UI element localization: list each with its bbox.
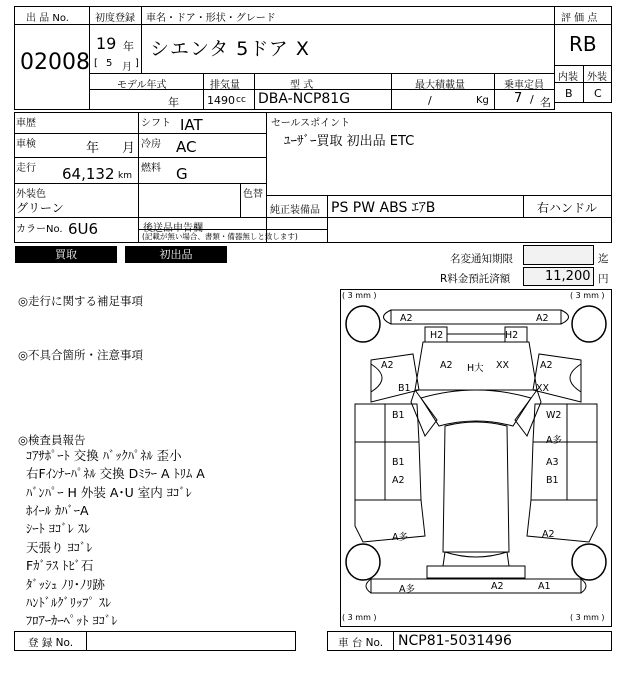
reg-year: 19 <box>96 34 117 53</box>
mileage-unit: km <box>118 171 132 181</box>
color-no-label: カラーNo. <box>16 224 63 235</box>
front-door-right <box>533 404 597 442</box>
name-label: 車名・ドア・形状・グレード <box>146 13 276 24</box>
interior-label: 内装 <box>558 72 578 83</box>
mileage-label: 走行 <box>16 163 36 174</box>
tire-depth-rr: ( 3 mm ) <box>570 613 605 622</box>
model-label: 型 式 <box>290 80 314 91</box>
damage-front-bumper-right: A2 <box>536 313 549 324</box>
damage-front-door-right-1: W2 <box>546 410 562 421</box>
roof <box>443 422 509 552</box>
steering-value: 右ハンドル <box>537 201 598 215</box>
ac-label: 冷房 <box>141 139 161 150</box>
capacity-unit: 名 <box>540 96 551 109</box>
tire-front-left <box>346 306 380 342</box>
front-fender-left <box>371 354 419 402</box>
tag-first-listing: 初出品 <box>125 246 227 263</box>
tire-depth-rl: ( 3 mm ) <box>342 613 377 622</box>
sales-point-value: ﾕｰｻﾞｰ買取 初出品 ETC <box>284 134 415 149</box>
rear-door-right <box>531 442 597 500</box>
inspector-line: Fｶﾞﾗｽ ﾄﾋﾞ石 <box>26 558 94 573</box>
tag-kaitori: 買取 <box>15 246 117 263</box>
rear-door-left <box>355 442 421 500</box>
damage-hood-left: A2 <box>440 360 453 371</box>
capacity-label: 乗車定員 <box>504 80 544 91</box>
rear-window <box>443 552 509 566</box>
deadline-unit: 迄 <box>598 253 609 265</box>
defects-title: ◎不具合箇所・注意事項 <box>18 348 144 362</box>
damage-rear-bumper-left: A多 <box>399 584 415 595</box>
inspector-line: ﾌﾛｱｰｶｰﾍﾟｯﾄ ﾖｺﾞﾚ <box>26 613 118 628</box>
color-no-value: 6U6 <box>68 220 99 238</box>
damage-rear-door-left-2: A2 <box>392 475 405 486</box>
declaration-note: (記載が無い場合、書類・備器無しと致します) <box>142 232 298 241</box>
damage-hood-center: H大 <box>467 363 484 374</box>
car-name: シエンタ 5ドア X <box>150 38 310 60</box>
quarter-right <box>527 500 597 542</box>
windshield <box>421 390 531 426</box>
damage-quarter-right: A2 <box>542 529 555 540</box>
damage-rear-door-left-1: B1 <box>392 457 405 468</box>
deadline-field <box>523 245 594 265</box>
sales-point-label: セールスポイント <box>271 118 351 129</box>
tire-depth-fl: ( 3 mm ) <box>342 291 377 300</box>
model-year-label: モデル年式 <box>117 80 167 91</box>
damage-rear-bumper-center: A2 <box>491 581 504 592</box>
chassis-value: NCP81-5031496 <box>398 633 512 649</box>
recycle-value: 11,200 <box>545 269 591 284</box>
damage-a-pillar-left: B1 <box>398 383 411 394</box>
damage-front-door-left: B1 <box>392 410 405 421</box>
color-change-label: 色替 <box>243 189 263 200</box>
inspector-line: ﾀﾞｯｼｭ ﾉﾘ･ﾉﾘ跡 <box>26 577 105 592</box>
capacity-value: 7 <box>514 91 523 106</box>
recycle-label: R料金預託済額 <box>440 273 511 285</box>
inspection-label: 車検 <box>16 139 36 150</box>
displacement-label: 排気量 <box>210 80 240 91</box>
car-diagram <box>340 289 612 627</box>
damage-rear-bumper-right: A1 <box>538 581 551 592</box>
capacity-sep: / <box>530 93 534 106</box>
tire-depth-fr: ( 3 mm ) <box>570 291 605 300</box>
inspector-line: 天張り ﾖｺﾞﾚ <box>26 540 93 555</box>
damage-quarter-left: A多 <box>392 532 408 543</box>
lot-number: 02008 <box>20 50 90 75</box>
max-load-label: 最大積載量 <box>415 80 465 91</box>
front-door-left <box>355 404 419 442</box>
fuel-value: G <box>176 165 188 183</box>
damage-rear-door-right-2: B1 <box>546 475 559 486</box>
tire-front-right <box>572 306 606 342</box>
tire-rear-right <box>572 544 606 580</box>
chassis-label: 車 台 No. <box>338 637 384 649</box>
color-label: 外装色 <box>16 189 46 200</box>
damage-fender-fl: A2 <box>381 360 394 371</box>
damage-a-pillar-right: XX <box>536 383 550 394</box>
history-label: 車歴 <box>16 118 36 129</box>
max-load-unit: Kg <box>476 95 489 106</box>
equipment-value: PS PW ABS ｴｱB <box>331 200 436 216</box>
damage-rear-door-right-1: A3 <box>546 457 559 468</box>
inspection-month-unit: 月 <box>122 141 136 156</box>
equipment-label: 純正装備品 <box>270 205 320 216</box>
inspector-title: ◎検査員報告 <box>18 433 86 447</box>
interior-grade: B <box>565 87 573 100</box>
fuel-label: 燃料 <box>141 163 161 174</box>
damage-headlight-right: H2 <box>505 330 519 341</box>
damage-fender-fr: A2 <box>540 360 553 371</box>
grade-label: 評 価 点 <box>561 13 598 24</box>
reg-month: 5 <box>106 58 113 69</box>
exterior-grade: C <box>594 87 602 100</box>
recycle-unit: 円 <box>598 273 609 285</box>
max-load-slash: / <box>428 94 432 107</box>
model-value: DBA-NCP81G <box>258 91 351 107</box>
color-value: グリーン <box>16 201 64 215</box>
shift-value: IAT <box>180 116 203 134</box>
tire-rear-left <box>346 544 380 580</box>
reg-no-label: 登 録 No. <box>28 637 74 649</box>
quarter-left <box>355 500 425 542</box>
inspector-line: ﾊﾝﾄﾞﾙｸﾞﾘｯﾌﾟ ｽﾚ <box>26 595 112 610</box>
first-reg-label: 初度登録 <box>95 13 135 24</box>
inspector-line: ﾊﾞﾝﾊﾟｰ H 外装 A･U 室内 ﾖｺﾞﾚ <box>26 485 192 500</box>
damage-headlight-left: H2 <box>430 330 444 341</box>
driving-notes-title: ◎走行に関する補足事項 <box>18 294 144 308</box>
inspector-line: ｼｰﾄ ﾖｺﾞﾚ ｽﾚ <box>26 521 91 536</box>
shift-label: シフト <box>141 118 171 129</box>
reg-month-unit: 月 <box>122 62 132 73</box>
exterior-label: 外装 <box>587 72 607 83</box>
displacement-value: 1490 <box>207 94 235 107</box>
inspector-line: ﾎｲｰﾙ ｶﾊﾞｰA <box>26 503 89 518</box>
damage-front-door-right-2: A多 <box>546 435 562 446</box>
model-year-unit: 年 <box>168 96 179 109</box>
damage-front-bumper-left: A2 <box>400 313 413 324</box>
deadline-label: 名変通知期限 <box>450 253 513 265</box>
rear-gate <box>427 566 525 578</box>
reg-year-unit: 年 <box>123 40 134 53</box>
inspector-line: ｺｱｻﾎﾟｰﾄ 交換 ﾊﾞｯｸﾊﾟﾈﾙ 歪小 <box>26 448 182 463</box>
inspector-line: 右Fｲﾝﾅｰﾊﾟﾈﾙ 交換 Dﾐﾗｰ A ﾄﾘﾑ A <box>26 466 205 481</box>
inspection-year-unit: 年 <box>86 141 100 156</box>
car-diagram-drawing <box>341 290 611 626</box>
ac-value: AC <box>176 138 197 156</box>
mileage-value: 64,132 <box>62 165 115 183</box>
damage-hood-right: XX <box>496 360 510 371</box>
grade-value: RB <box>569 32 597 56</box>
declaration-label: 後送品申告欄 <box>143 223 203 234</box>
lot-label: 出 品 No. <box>26 13 69 24</box>
displacement-unit: cc <box>236 95 246 105</box>
